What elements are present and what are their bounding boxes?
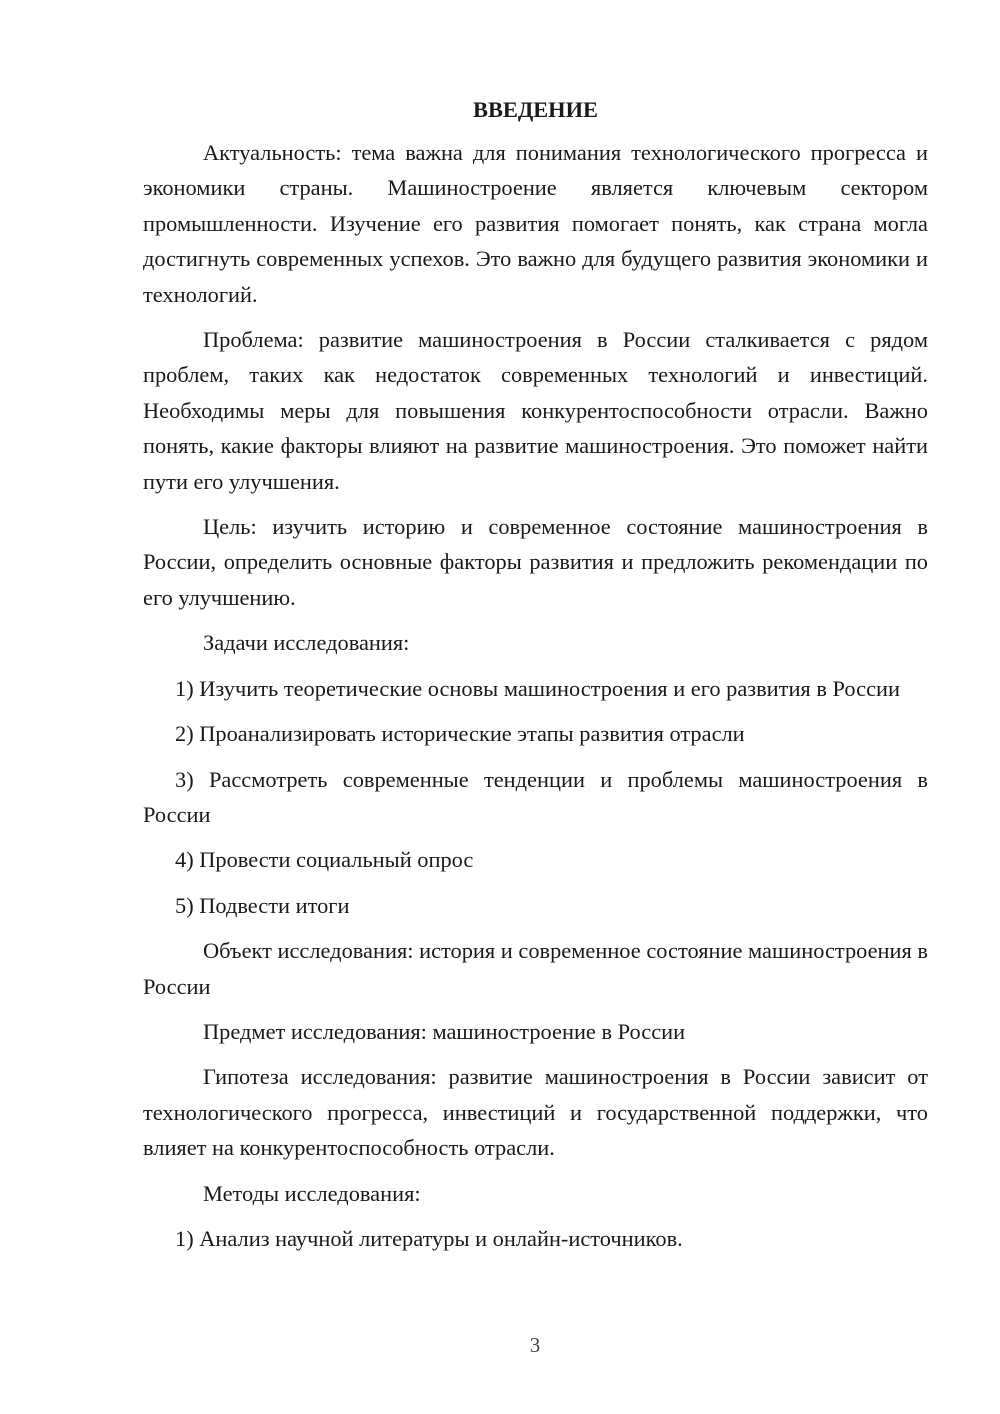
paragraph-problem: Проблема: развитие машиностроения в России сталкивается с рядом проблем, таких как недостаток современных технологий и инвестиций. Необходимы меры для повышения конкурентоспособности отрасли. Важно понять, какие факторы влияют на развитие машиностроения. Это поможет найти пути его улучшения. bbox=[143, 327, 928, 494]
page-number: 3 bbox=[529, 1333, 541, 1357]
task-item-1: 1) Изучить теоретические основы машиностроения и его развития в России bbox=[175, 675, 900, 701]
paragraph-relevance: Актуальность: тема важна для понимания технологического прогресса и экономики страны. Машиностроение является ключевым сектором промышленности. Изучение его развития помогает понять, как страна могла достигнуть современных успехов. Это важно для будущего развития экономики и технологий. bbox=[143, 140, 928, 307]
methods-heading: Методы исследования: bbox=[203, 1180, 421, 1206]
paragraph-object: Объект исследования: история и современное состояние машиностроения в России bbox=[143, 938, 928, 999]
task-item-2: 2) Проанализировать исторические этапы развития отрасли bbox=[175, 721, 745, 747]
paragraph-subject: Предмет исследования: машиностроение в России bbox=[203, 1018, 686, 1044]
tasks-heading: Задачи исследования: bbox=[203, 630, 410, 656]
task-item-4: 4) Провести социальный опрос bbox=[175, 847, 474, 873]
paragraph-hypothesis: Гипотеза исследования: развитие машиностроения в России зависит от технологического прогресса, инвестиций и государственной поддержки, что влияет на конкурентоспособность отрасли. bbox=[143, 1064, 928, 1161]
task-item-3: 3) Рассмотреть современные тенденции и проблемы машиностроения в России bbox=[143, 766, 928, 827]
method-item-1: 1) Анализ научной литературы и онлайн-источников. bbox=[175, 1225, 683, 1251]
section-title: ВВЕДЕНИЕ bbox=[473, 97, 598, 122]
task-item-5: 5) Подвести итоги bbox=[175, 892, 350, 918]
paragraph-goal: Цель: изучить историю и современное состояние машиностроения в России, определить основные факторы развития и предложить рекомендации по его улучшению. bbox=[143, 514, 928, 610]
document-page bbox=[143, 95, 928, 1266]
